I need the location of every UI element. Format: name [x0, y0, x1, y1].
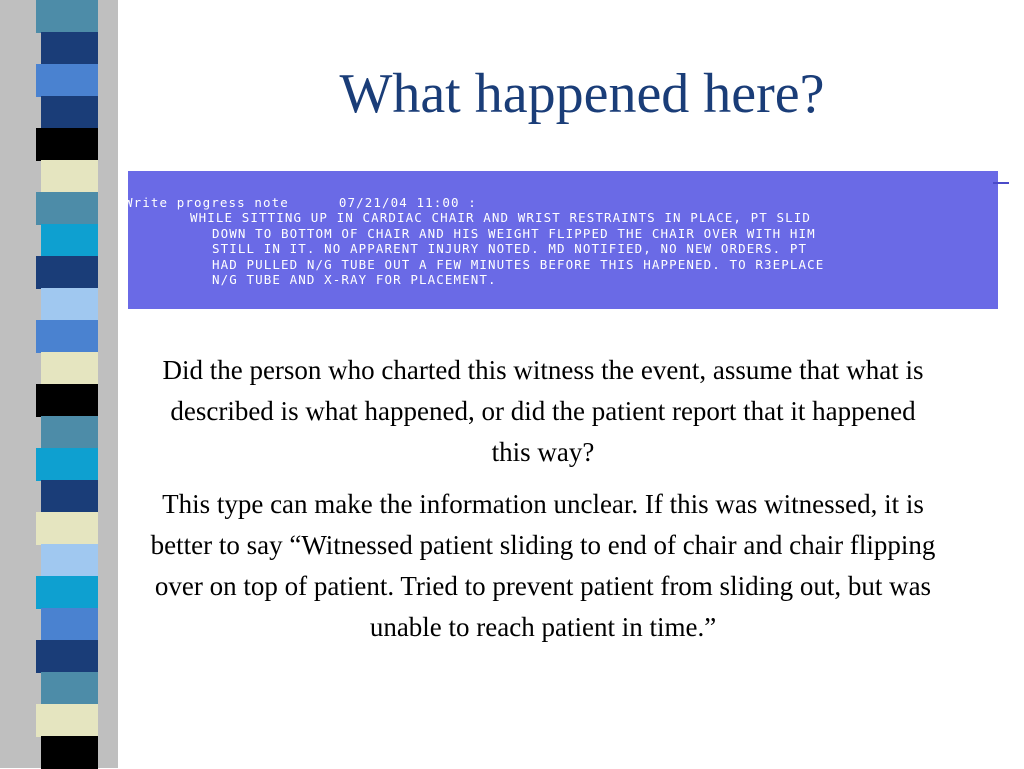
decorative-stripe: [36, 512, 98, 545]
progress-note-line: STILL IN IT. NO APPARENT INJURY NOTED. MD NOTIFIED, NO NEW ORDERS. PT: [212, 241, 808, 256]
explanation-paragraph: This type can make the information unclear. If this was witnessed, it is better to say “Witnessed patient sliding to end of chair and chair flipping over on top of patient. Tried to prevent patient from sliding out, but was unable to reach patient in time.”: [150, 489, 936, 642]
decorative-stripe: [41, 416, 98, 449]
decorative-stripe: [36, 0, 98, 33]
decorative-stripe: [41, 608, 98, 641]
decorative-stripe: [41, 352, 98, 385]
terminal-cursor-mark: [993, 182, 1009, 184]
decorative-stripe: [41, 480, 98, 513]
decorative-stripe: [41, 224, 98, 257]
decorative-stripe: [36, 448, 98, 481]
progress-note-line: HAD PULLED N/G TUBE OUT A FEW MINUTES BEFORE THIS HAPPENED. TO R3EPLACE: [212, 256, 825, 272]
decorative-stripe: [41, 736, 98, 769]
decorative-stripe: [41, 288, 98, 321]
decorative-stripe: [41, 544, 98, 577]
decorative-stripe: [36, 64, 98, 97]
slide-body: [148, 350, 938, 648]
decorative-stripe: [36, 704, 98, 737]
progress-note-heading: [125, 195, 477, 210]
decorative-stripe: [36, 576, 98, 609]
decorative-stripe: [36, 640, 98, 673]
progress-note-screenshot: [125, 171, 998, 309]
decorative-stripe: [41, 672, 98, 705]
decorative-stripe: [36, 256, 98, 289]
decorative-stripe: [36, 384, 98, 417]
progress-note-datetime: 07/21/04 11:00 :: [338, 195, 477, 210]
progress-note-line: N/G TUBE AND X-RAY FOR PLACEMENT.: [212, 272, 497, 287]
slide-title: What happened here?: [339, 63, 825, 125]
decorative-stripe: [36, 192, 98, 225]
decorative-stripe: [41, 32, 98, 65]
question-paragraph: Did the person who charted this witness the event, assume that what is described is what happened, or did the patient report that it happened this way?: [162, 355, 924, 467]
decorative-stripe: [36, 320, 98, 353]
progress-note-label: Write progress note: [125, 195, 289, 210]
decorative-stripe: [41, 160, 98, 193]
progress-note-body: [190, 210, 824, 288]
progress-note-line: DOWN TO BOTTOM OF CHAIR AND HIS WEIGHT FLIPPED THE CHAIR OVER WITH HIM: [212, 225, 816, 241]
progress-note-line: WHILE SITTING UP IN CARDIAC CHAIR AND WRIST RESTRAINTS IN PLACE, PT SLID: [190, 210, 812, 225]
decorative-stripe: [36, 128, 98, 161]
decorative-stripe-column: [36, 0, 98, 768]
decorative-stripe: [41, 96, 98, 129]
